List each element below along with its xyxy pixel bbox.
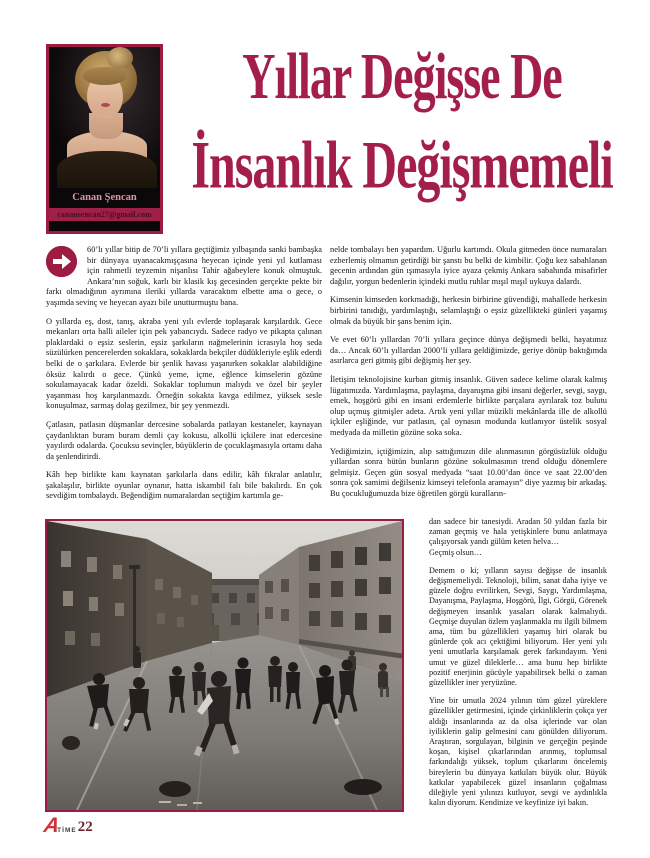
author-portrait-art — [49, 47, 160, 188]
title-line-1: Yıllar Değişse De — [242, 39, 562, 113]
portrait-hair-bun-shape — [107, 47, 133, 69]
body-paragraph: Çatlasın, patlasın düşmanlar dercesine sobalarda patlayan kestaneler, kaynayan çaydanlıktan buram buram demli çay kokusu, alkollü içkilere inat edercesine yayılırdı odalarda. Çocuksu sevinçler, büyüklerin de çocuklaşmasıyla ortamı daha da şenlendirirdi. — [46, 419, 322, 461]
title-line-2: İnsanlık Değişmemeli — [191, 127, 613, 203]
portrait-lips-shape — [101, 103, 110, 107]
body-column-1 — [46, 245, 322, 515]
body-paragraph: O yıllarda eş, dost, tanış, akraba yeni yılı evlerde toplaşarak karşılardık. Gece mekanları orta halli aileler için pek yabancıydı. Sadece radyo ve pikapta çalınan plaklardaki o eşsiz seslerin, eşsiz şarkıların nağmelerinin icrasıyla hoş seda süzülürken pencerelerden sokaklara, sokaklarda bekçiler düdükleriyle eşlik ederdi belki de o şarkılara. Evlerde bir şenlik havası yaşanırken sokaklar alabildiğine öksüz kalırdı o gece. Çünkü yeme, içme, eğlence kimselerin gözüne sokulamayacak kadar özeldi. Sokaklar toplumun malıydı ve özel bir şeyler yaşanması hoş karşılanmazdı. Örneğin sokakta kavga edilmez, yüksek sesle konuşulmaz, sarmaş dolaş gezilmez, bir şey yenmezdi. — [46, 316, 322, 411]
body-paragraph: Kâh hep birlikte kanı kaynatan şarkılarla dans edilir, kâh fıkralar anlatılır, şakalaşılır, birlikte oyunlar oynanır, hatta iskambil falı bile bakılırdı. En çok sevdiğim tombalaydı. Beğendiğim numaralardan seçtiğim kartımla ge- — [46, 470, 322, 501]
body-paragraph: dan sadece bir tanesiydi. Aradan 50 yıldan fazla bir zaman geçmiş ve hala yetişkinlere bunu anlatmaya çalışıyorsak yandı gülüm keten helva… — [429, 517, 607, 547]
author-name: Canan Şencan — [49, 188, 160, 208]
portrait-bangs-shape — [83, 67, 127, 85]
author-portrait-photo — [46, 44, 163, 234]
portrait-dress-shape — [57, 151, 157, 188]
body-paragraph — [46, 245, 322, 309]
street-photo-art — [47, 521, 402, 810]
body-column-2 — [330, 245, 607, 515]
logo-a-icon: A — [42, 814, 62, 837]
body-column-2-narrow — [429, 517, 607, 847]
article-title — [158, 39, 646, 203]
body-paragraph: Kimsenin kimseden korkmadığı, herkesin birbirine güvendiği, mahallede herkesin birbirini tanıdığı, yardımlaştığı, selamlaştığı o eşsiz güzellikteki günleri yaşamış olmak da büyük bir şans benim için. — [330, 295, 607, 326]
body-paragraph: Yediğimizin, içtiğimizin, alıp sattığımızın dile alınmasının görgüsüzlük olduğu yıllardan sonra bütün bunların gözüne sokulmasının trend olduğu dönemlere gelmişiz. Geçen gün sosyal medyada “saat 10.00’dan önce ve saat 22.00’den sonra çok samimi değilseniz kimseyi telefonla aramayın” diye yazmış bir arkadaş. Bu çocukluğumuzda bize öğretilen görgü kuralların- — [330, 446, 607, 498]
author-email: canansencan27@gmail.com — [49, 208, 160, 221]
body-paragraph: İletişim teknolojisine kurban gitmiş insanlık. Güven sadece kelime olarak kalmış lügatımızda. Yardımlaşma, paylaşma, dayanışma gibi insani değerler, sevgi, saygı, emek, hoşgörü gibi en insani erdemlerle birlikte parçalara ayrılarak toz bulutu olup uçmuş gitmişler adeta. Artık yeni yıllar müzikli mekânlarda ille de alkollü içkiler eşliğinde, vur patlasın, çal oynasın modunda kutlanıyor üstelik sosyal medyada da milletin gözüne soka soka. — [330, 374, 607, 437]
body-paragraph: Geçmiş olsun… — [429, 547, 482, 557]
body-paragraph: Demem o ki; yılların sayısı değişse de insanlık değişmemeliydi. Teknoloji, bilim, sanat daha iyiye ve güzele doğru evrilirken, Sevgi, Saygı, Yardımlaşma, Dayanışma, Paylaşma, Hoşgörü, İlgi, Görgü, Görenek değişmeyen insanlık yasaları olarak kalmalıydı. Geçmişe duyulan özlem yaşlanmakla mı ilgili bilmem ama, tüm bu güzellikleri yaşamış biri olarak bu günlerde çok acı çektiğimi biliyorum. Her yeni yılı yeni umutlarla karşılamak gerek farkındayım. Yeni umut ve güzel dileklerle… ama bunu hep birlikte pozitif enerjinin gücüyle yapabilirsek belki o zaman güzellikler iner yeryüzüne. — [429, 565, 607, 688]
street-photo — [45, 519, 404, 812]
magazine-logo — [44, 814, 93, 836]
page-number: 22 — [77, 819, 93, 835]
body-paragraph: Yine bir umutla 2024 yılının tüm güzel yüreklere güzellikler getirmesini, içinde çirkinliklerin çokça yer aldığı insanlarında az da olsa içlerinde var olan iyiliklerin galip gelmesini canı gönülden diliyorum. Araştıran, sorgulayan, bilginin ve gerçeğin peşinde koşan, kişisel çıkarlarından arınmış, toplumsal farkındalığı yüksek, toplum çıkarlarını öncelemiş bireylerin bu dünyaya katkıları büyük olur. Büyük katkılar yapabilecek güzel insanların çoğalması dileğiyle yeni yılınızı kutluyor, sevgi ve aydınlıkla kalın diyorum. Kendinize ve keyfinize iyi bakın. — [429, 696, 607, 808]
paragraph-text: 60’lı yıllar bitip de 70’li yıllara geçtiğimiz yılbaşında sanki bambaşka bir dünyaya uyanacakmışçasına heyecan içinde yeni yıl kutlaması için rahmetli teyzemin nişanlısı Tahir ağabeylere konuk olmuştuk. Ankara’nın soğuk, karlı bir klasik kış gecesinden gerçekte pekte bir farkı olmadığının ayrımına ileriki yıllarda varacaktım elbette ama o gece, o yaşımda sevinç ve heyecan ayazı bile unutturmuştu bana. — [46, 245, 322, 307]
arrow-right-circle-icon — [46, 246, 77, 277]
body-paragraph: nelde tombalayı ben yapardım. Uğurlu kartımdı. Okula gitmeden önce numaraları ezberlemiş olmamın getirdiği bir şanstı bu belki de kimbilir. Çoğu kez sabahlanan gecenin ardından gün ışımasıyla iyice ayaza çekmiş Ankara sabahında misafirler dağılır, yorgun bedenlerin içindeki mutlu ruhlar mışıl mışıl uykuya dalardı. — [330, 245, 607, 286]
logo-time-label: TİME — [57, 827, 77, 834]
body-paragraph: Ve evet 60’lı yıllardan 70’li yıllara geçince dünya değişmedi belki, hayatımız da… Ancak 60’lı yıllardan 2000’li yıllara geldiğimizde, geriye dönüp baktığımda asırlarca geri gitmiş gibi değişmiş her şey. — [330, 335, 607, 366]
